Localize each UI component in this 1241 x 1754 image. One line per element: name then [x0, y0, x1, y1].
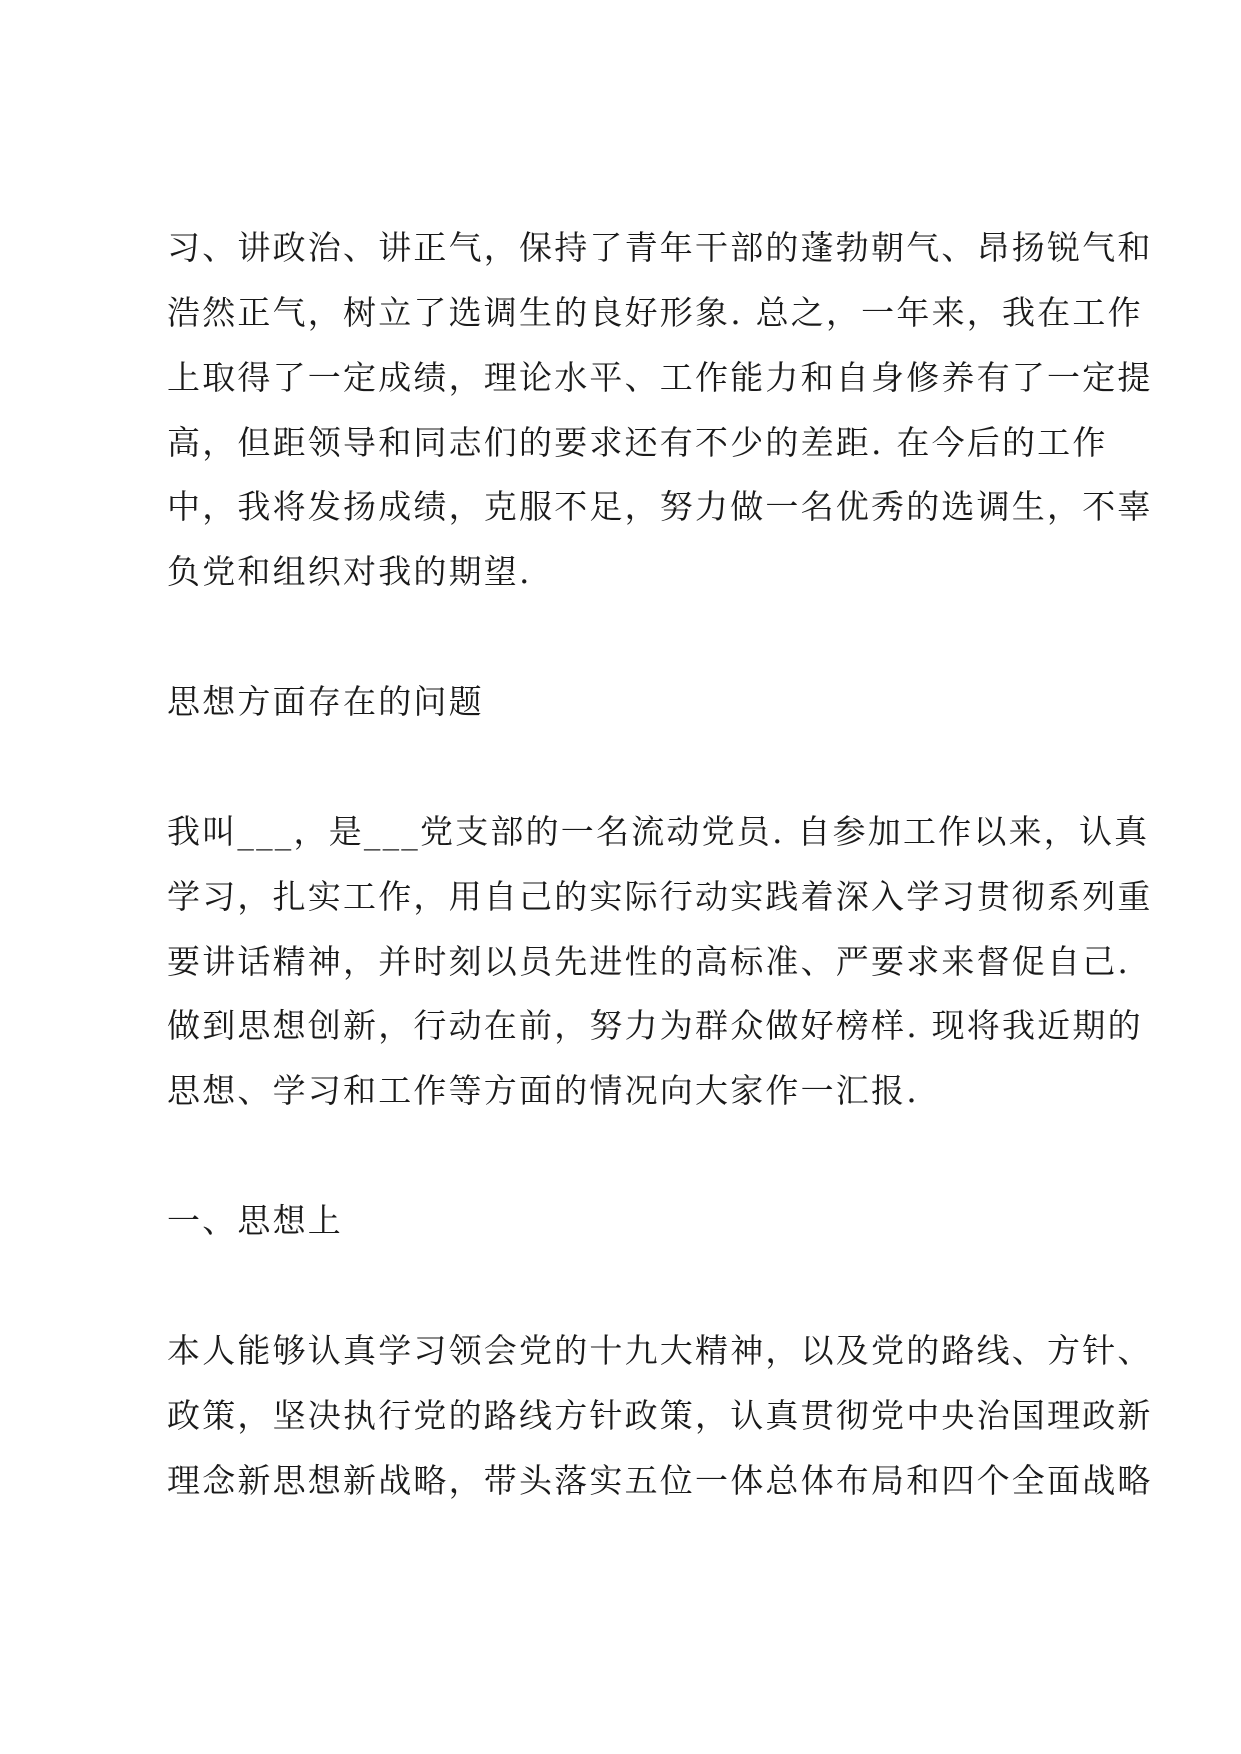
text-line: 要讲话精神，并时刻以员先进性的高标准、严要求来督促自己. [167, 942, 1131, 981]
text-line: 浩然正气，树立了选调生的良好形象. 总之，一年来，我在工作 [167, 293, 1143, 332]
section-heading: 一、思想上 [167, 1201, 343, 1240]
text-line: 学习，扎实工作，用自己的实际行动实践着深入学习贯彻系列重 [167, 877, 1153, 916]
text-line: 政策，坚决执行党的路线方针政策，认真贯彻党中央治国理政新 [167, 1396, 1153, 1435]
text-line: 负党和组织对我的期望. [167, 552, 532, 591]
text-line: 思想、学习和工作等方面的情况向大家作一汇报. [167, 1071, 919, 1110]
section-heading: 思想方面存在的问题 [167, 682, 484, 721]
text-line: 做到思想创新，行动在前，努力为群众做好榜样. 现将我近期的 [167, 1006, 1143, 1045]
text-line: 本人能够认真学习领会党的十九大精神，以及党的路线、方针、 [167, 1331, 1153, 1370]
text-line: 上取得了一定成绩，理论水平、工作能力和自身修养有了一定提 [167, 358, 1153, 397]
text-line: 高，但距领导和同志们的要求还有不少的差距. 在今后的工作 [167, 423, 1108, 462]
text-line: 习、讲政治、讲正气，保持了青年干部的蓬勃朝气、昂扬锐气和 [167, 228, 1153, 267]
text-line: 中，我将发扬成绩，克服不足，努力做一名优秀的选调生，不辜 [167, 487, 1153, 526]
text-line: 我叫___，是___党支部的一名流动党员. 自参加工作以来，认真 [167, 812, 1150, 851]
text-line: 理念新思想新战略，带头落实五位一体总体布局和四个全面战略 [167, 1461, 1153, 1500]
